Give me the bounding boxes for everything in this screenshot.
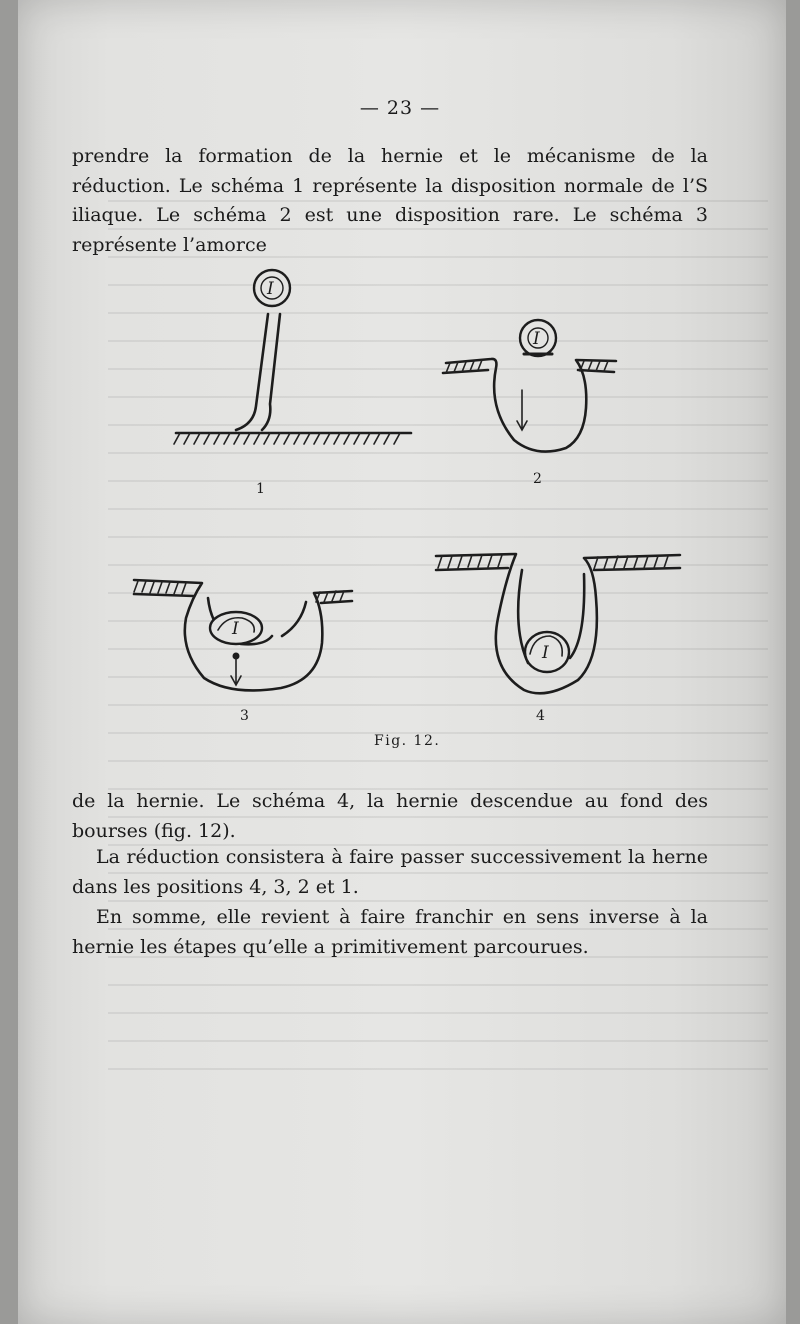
schema-4: [436, 554, 680, 724]
figure-12: [96, 258, 696, 758]
schema-label-3: 3: [240, 708, 249, 724]
page-number: — 23 —: [359, 97, 441, 119]
loop-letter-2: I: [533, 329, 540, 349]
schema-label-4: 4: [536, 708, 545, 724]
schema-label-2: 2: [533, 471, 542, 487]
figure-caption: Fig. 12.: [374, 733, 441, 749]
loop-letter-3: I: [232, 619, 239, 639]
paragraph-summary: En somme, elle revient à faire franchir en sens inverse à la hernie les étapes qu’elle a primitivement parcourues.: [72, 906, 708, 958]
schema-label-1: 1: [256, 481, 265, 497]
paragraph-reduction: La réduction consistera à faire passer successivement la herne dans les positions 4, 3, 2 et 1.: [72, 846, 708, 898]
loop-letter-4: I: [542, 643, 549, 663]
paragraph-intro: prendre la formation de la hernie et le mécanisme de la réduction. Le schéma 1 représente la disposition normale de l’S iliaque. Le schéma 2 est une disposition rare. Le schéma 3 représente l’amorce: [72, 145, 708, 256]
schema-3: [134, 580, 352, 724]
schema-2: [443, 320, 616, 487]
loop-letter-1: I: [267, 279, 274, 299]
schema-1: [174, 270, 411, 497]
paragraph-schema-4: de la hernie. Le schéma 4, la hernie descendue au fond des bourses (fig. 12).: [72, 790, 708, 842]
